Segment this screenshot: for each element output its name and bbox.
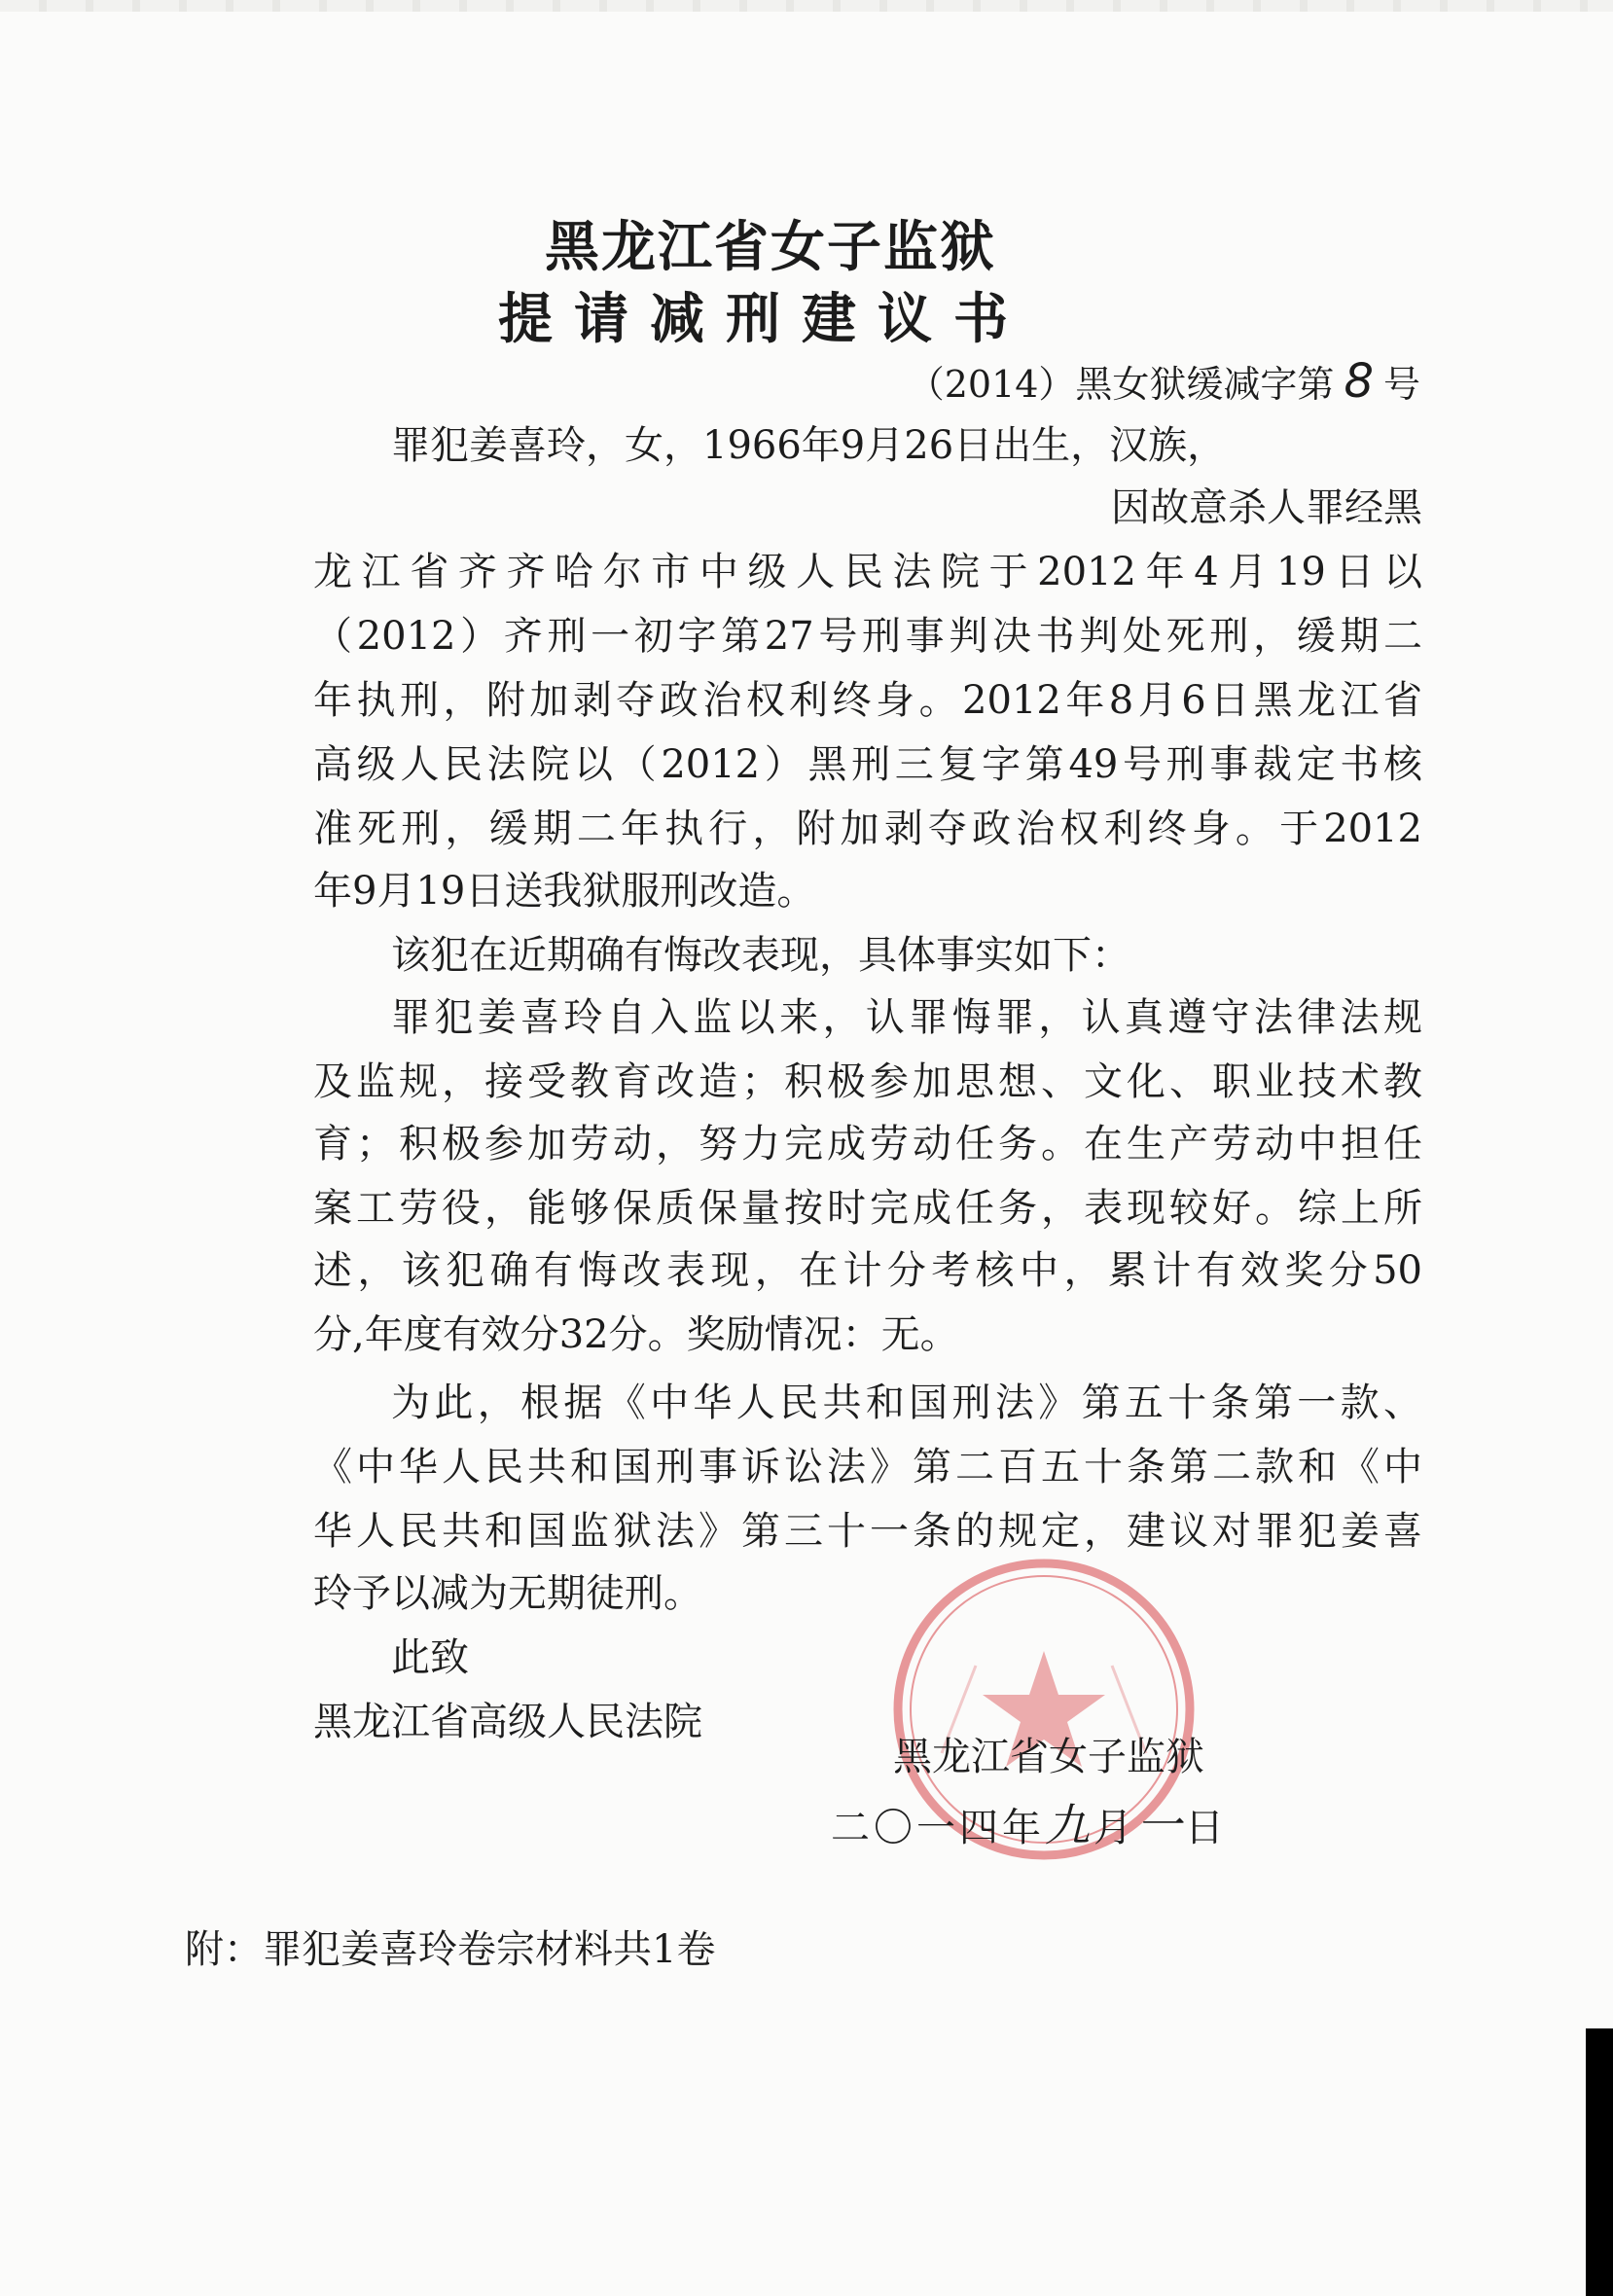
- body-line: 《中华人民共和国刑事诉讼法》第二百五十条第二款和《中: [313, 1445, 1422, 1489]
- body-line: 及监规，接受教育改造；积极参加思想、文化、职业技术教: [313, 1059, 1422, 1104]
- document-title: 提请减刑建议书: [498, 287, 1029, 351]
- date-year: 二〇一四年: [831, 1806, 1045, 1850]
- date-day-handwritten: 一: [1136, 1799, 1185, 1851]
- body-line: 述，该犯确有悔改表现，在计分考核中，累计有效奖分50: [313, 1248, 1422, 1293]
- signer-org: 黑龙江省女子监狱: [893, 1735, 1204, 1779]
- document-number-handwritten: 8: [1344, 354, 1374, 409]
- body-line: 年执刑，附加剥夺政治权利终身。2012年8月6日黑龙江省: [313, 678, 1422, 723]
- body-line: 龙江省齐齐哈尔市中级人民法院于2012年4月19日以: [313, 550, 1422, 594]
- addressee: 黑龙江省高级人民法院: [313, 1700, 702, 1744]
- body-line: 高级人民法院以（2012）黑刑三复字第49号刑事裁定书核: [313, 742, 1422, 787]
- document-number-suffix: 号: [1382, 363, 1420, 406]
- date-day-label: 日: [1185, 1806, 1228, 1850]
- body-line: 罪犯姜喜玲自入监以来，认罪悔罪，认真遵守法律法规: [391, 995, 1422, 1040]
- body-line: 华人民共和国监狱法》第三十一条的规定，建议对罪犯姜喜: [313, 1509, 1422, 1554]
- body-line: 准死刑，缓期二年执行，附加剥夺政治权利终身。于2012: [313, 807, 1422, 851]
- body-line: 玲予以减为无期徒刑。: [313, 1571, 702, 1616]
- body-line: 分,年度有效分32分。奖励情况：无。: [313, 1312, 959, 1357]
- scan-edge-bar: [1586, 2028, 1613, 2296]
- body-line: 案工劳役，能够保质保量按时完成任务，表现较好。综上所: [313, 1186, 1422, 1231]
- date-month-label: 月: [1093, 1806, 1136, 1850]
- body-line: （2012）齐刑一初字第27号刑事判决书判处死刑，缓期二: [313, 614, 1422, 659]
- body-line: 罪犯姜喜玲，女，1966年9月26日出生，汉族，: [391, 423, 1227, 468]
- body-line: 年9月19日送我狱服刑改造。: [313, 869, 816, 914]
- greeting: 此致: [391, 1635, 469, 1680]
- document-number: [908, 354, 1420, 409]
- body-line: 为此，根据《中华人民共和国刑法》第五十条第一款、: [391, 1381, 1422, 1425]
- body-line: 因故意杀人罪经黑: [1111, 485, 1422, 530]
- document-number-prefix: （2014）黑女狱缓减字第: [907, 363, 1335, 406]
- body-line: 该犯在近期确有悔改表现，具体事实如下：: [391, 933, 1130, 978]
- attachment-note: 附：罪犯姜喜玲卷宗材料共1卷: [185, 1927, 716, 1972]
- body-line: 育；积极参加劳动，努力完成劳动任务。在生产劳动中担任: [313, 1122, 1422, 1166]
- document-title-org: 黑龙江省女子监狱: [545, 215, 996, 279]
- date-month-handwritten: 九: [1045, 1799, 1093, 1851]
- signing-date: [831, 1790, 1228, 1854]
- scan-edge: [0, 0, 1613, 12]
